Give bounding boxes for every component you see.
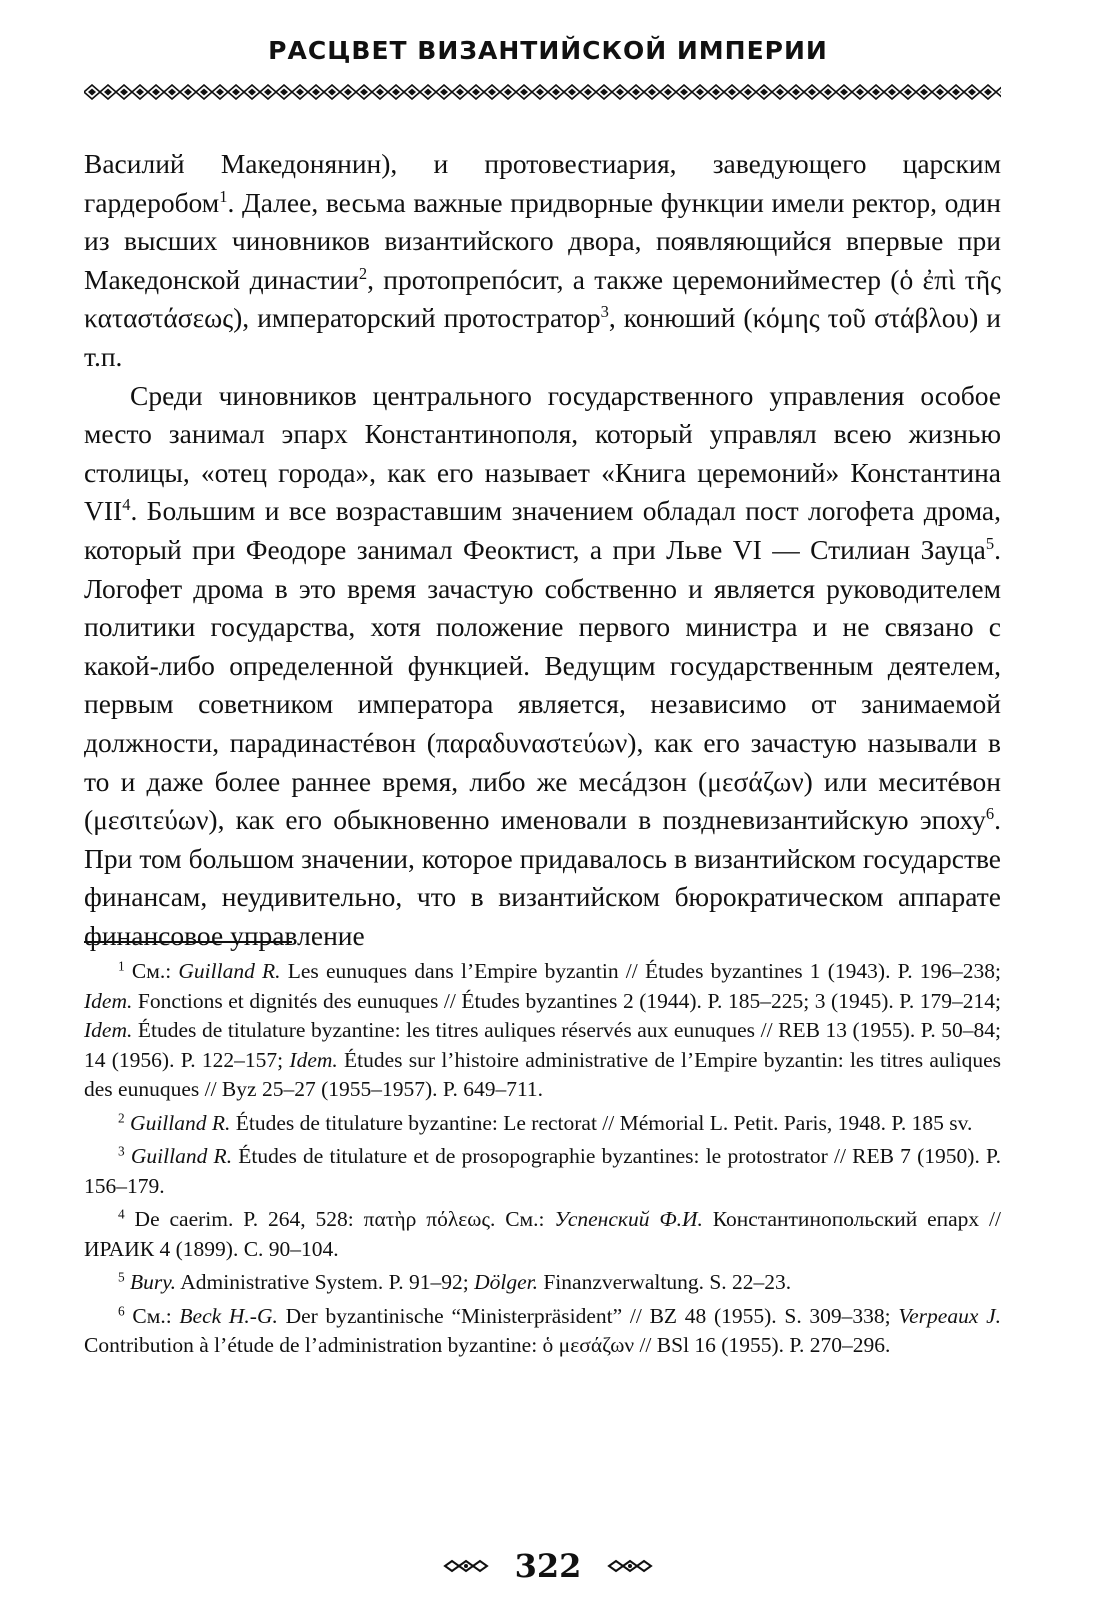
footnote-ref-4[interactable]: 4 — [122, 495, 131, 515]
footnote-author: Bury. — [130, 1270, 177, 1294]
main-text-body — [84, 145, 1001, 955]
paragraph-officials: Среди чиновников центрального государственного управления особое место занимал эпарх Константинополя, который управлял всею жизнью столицы, «отец города», как его называет «Книга церемоний» Константина VII$^4$. Большим и все возраставшим значением обладал пост логофета дрома, который при Феодоре занимал Феоктист, а при Льве VI — Стилиан Зауца$^5$. Логофет дрома в это время зачастую собственно и является руководителем политики государства, хотя положение первого министра и не связано с какой-либо определенной функцией. Ведущим государственным деятелем, первым советником императора является, независимо от занимаемой должности, парадинастéвон (παραδυναστεύων), как его зачастую называли в то и даже более раннее время, либо же месáдзон (μεσάζων) или меситéвон (μεσιτεύων), как его обыкновенно именовали в поздневизантийскую эпоху$^6$. При том большом значении, которое придавалось в византийском государстве финансам, неудивительно, что в византийском бюрократическом аппарате финансовое управление — [84, 379, 1001, 951]
ornamental-border-band — [84, 84, 1001, 100]
folio-ornament-left-icon — [443, 1559, 489, 1573]
footnote-4: $^4$ De caerim. P. 264, 528: πατὴρ πόλεως. См.: Успенский Ф.И. Константинопольский епарх // ИРАИК 4 (1899). С. 90–104. — [84, 1206, 1001, 1261]
footnote-3: $^3$ Guilland R. Études de titulature et de prosopographie byzantines: le protostrator // REB 7 (1950). P. 156–179. — [84, 1143, 1001, 1198]
footnote-1: $^1$ См.: Guilland R. Les eunuques dans l’Empire byzantin // Études byzantines 1 (1943). P. 196–238; Idem. Fonctions et dignités des eunuques // Études byzantines 2 (1944). P. 185–225; 3 (1945). P. 179–214; Idem. Études de titulature byzantine: les titres auliques réservés aux eunuques // REB 13 (1955). P. 50–84; 14 (1956). P. 122–157; Idem. Études sur l’histoire administrative de l’Empire byzantin: les titres auliques des eunuques // Byz 25–27 (1955–1957). P. 649–711. — [84, 958, 1002, 1101]
footnote-ref-5[interactable]: 5 — [985, 534, 995, 554]
running-head-title: РАСЦВЕТ ВИЗАНТИЙСКОЙ ИМПЕРИИ — [268, 36, 828, 65]
footnote-number: 5 — [118, 1269, 125, 1285]
footnote-number: 4 — [118, 1206, 125, 1222]
footnote-author: Успенский Ф.И. — [554, 1207, 703, 1231]
page-number: 322 — [514, 1546, 582, 1585]
footnote-number: 1 — [118, 958, 125, 974]
footnote-number: 3 — [118, 1143, 125, 1159]
footnote-5: $^5$ Bury. Administrative System. P. 91–92; Dölger. Finanzverwaltung. S. 22–23. — [118, 1269, 792, 1294]
footnote-2: $^2$ Guilland R. Études de titulature byzantine: Le rectorat // Mémorial L. Petit. Paris, 1948. P. 185 sv. — [118, 1110, 973, 1135]
footnote-6: $^6$ См.: Beck H.-G. Der byzantinische “Ministerpräsident” // BZ 48 (1955). S. 309–338; Verpeaux J. Contribution à l’étude de l’administration byzantine: ὁ μεσάζων // BSl 16 (1955). P. 270–296. — [84, 1303, 1002, 1357]
footnote-number: 6 — [118, 1303, 125, 1319]
footnote-separator-rule — [84, 941, 292, 943]
folio-ornament-right-icon — [607, 1559, 653, 1573]
paragraph-continuation: Василий Македонянин), и протовестиария, заведующего царским гардеробом$^1$. Далее, весьма важные придворные функции имели ректор, один из высших чиновников византийского двора, появляющийся впервые при Македонской династии$^2$, протопрепóсит, а также церемонийместер (ὁ ἐπὶ τῆς καταστάσεως), императорский протостратор$^3$, конюший (κόμης τοῦ στάβλου) и т.п. — [84, 148, 1001, 372]
footnote-author: Beck H.-G. — [179, 1303, 278, 1328]
footnote-ref-6[interactable]: 6 — [985, 804, 995, 824]
footnote-author: Guilland R. — [130, 1144, 233, 1168]
footnote-number: 2 — [118, 1110, 125, 1126]
page-footer — [0, 1544, 1096, 1585]
footnote-ref-3[interactable]: 3 — [600, 302, 609, 322]
footnote-ref-2[interactable]: 2 — [358, 263, 368, 283]
footnote-ref-1[interactable]: 1 — [219, 186, 228, 206]
footnotes-block — [84, 957, 1001, 1365]
footnote-author: Guilland R. — [130, 1110, 231, 1135]
footnote-author: Guilland R. — [178, 959, 281, 983]
